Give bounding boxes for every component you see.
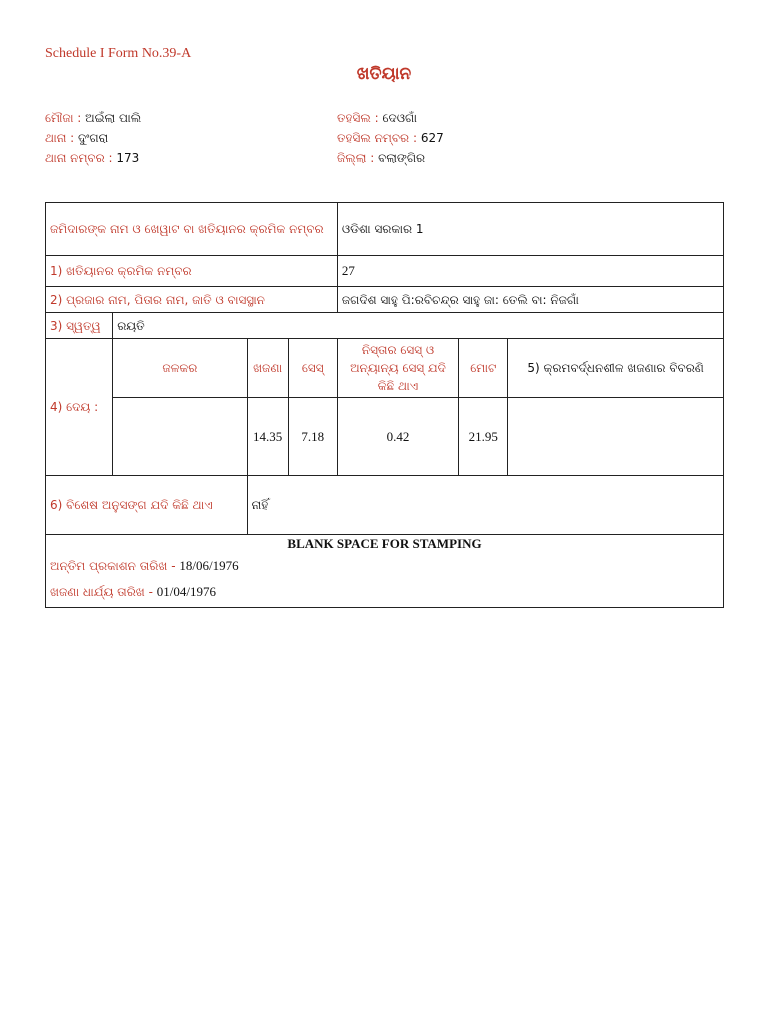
val-cess: 7.18 [288, 398, 337, 476]
table-row [46, 476, 724, 535]
zamindar-value: ଓଡିଶା ସରକାର 1 [337, 203, 723, 256]
owner-label: 2) ପ୍ରଜାର ନାମ, ପିତାର ନାମ, ଜାତି ଓ ବାସସ୍ଥାନ [46, 287, 338, 313]
district-value: ବଲାଙ୍ଗିର [378, 151, 426, 165]
col-progressive-rent: 5) କ୍ରମବର୍ଦ୍ଧନଶୀଳ ଖଜଣାର ବିବରଣି [508, 339, 724, 398]
stamping-title: BLANK SPACE FOR STAMPING [287, 536, 482, 551]
table-row [46, 256, 724, 287]
special-label [46, 476, 248, 535]
val-khajana: 14.35 [247, 398, 288, 476]
document-title: ଖତିୟାନ [356, 64, 412, 84]
special-value: ନାହିଁ [247, 476, 723, 535]
col-khajana: ଖଜଣା [247, 339, 288, 398]
form-number: Schedule I Form No.39-A [45, 46, 192, 61]
thana-label: ଥାନା : [45, 131, 79, 145]
tahasil-row [337, 108, 444, 128]
col-total: ମୋଟ [459, 339, 508, 398]
thana-number-row [45, 148, 141, 168]
location-info-left [45, 108, 141, 168]
val-jalkar [113, 398, 247, 476]
final-publication-date: 18/06/1976 [179, 558, 239, 573]
stamping-area [46, 535, 724, 608]
district-row [337, 148, 444, 168]
val-total: 21.95 [459, 398, 508, 476]
thana-number-label: ଥାନା ନମ୍ବର : [45, 151, 117, 165]
owner-value: ଜଗଦିଶ ସାହୁ ପି:ରବିଚନ୍ଦ୍ର ସାହୁ ଜା: ତେଲି ବା: ନିଜଗାଁ [337, 287, 723, 313]
tax-assessment-row [50, 583, 719, 601]
right-value: ରୟତି [113, 313, 724, 339]
tax-assessment-label: ଖଜଣା ଧାର୍ଯ୍ୟ ତାରିଖ - [50, 585, 157, 599]
table-row [46, 339, 724, 398]
zamindar-label: ଜମିଦାରଙ୍କ ନାମ ଓ ଖେୱାଟ ବା ଖତିୟାନର କ୍ରମିକ ନମ୍ବର [46, 203, 338, 256]
final-publication-label: ଅନ୍ତିମ ପ୍ରକାଶନ ତାରିଖ - [50, 559, 180, 573]
khatiyan-serial-value: 27 [337, 256, 723, 287]
tahasil-label: ତହସିଲ : [337, 111, 383, 125]
table-row [46, 398, 724, 476]
tahasil-number-value: 627 [420, 131, 444, 145]
thana-row [45, 128, 141, 148]
thana-number-value: 173 [116, 151, 140, 165]
dues-label: 4) ଦେୟ : [46, 339, 113, 476]
col-jalkar: ଜଳକର [113, 339, 247, 398]
district-label: ଜିଲ୍ଲା : [337, 151, 379, 165]
tahasil-number-label: ତହସିଲ ନମ୍ବର : [337, 131, 421, 145]
table-row [46, 535, 724, 608]
table-row [46, 313, 724, 339]
val-nistar-cess: 0.42 [337, 398, 458, 476]
mouza-label: ମୌଜା : [45, 111, 86, 125]
table-row [46, 203, 724, 256]
table-row [46, 287, 724, 313]
location-info-right [337, 108, 444, 168]
khatiyan-table [45, 202, 724, 608]
val-progressive-rent [508, 398, 724, 476]
right-label: 3) ସ୍ୱତ୍ୱ [46, 313, 113, 339]
tax-assessment-date: 01/04/1976 [156, 584, 216, 599]
final-publication-row [50, 557, 719, 575]
tahasil-value: ଦେଓଗାଁ [382, 111, 417, 125]
mouza-value: ଅଇଁଲା ପାଲି [85, 111, 142, 125]
khatiyan-serial-label: 1) ଖତିୟାନର କ୍ରମିକ ନମ୍ବର [46, 256, 338, 287]
special-label-text: 6) ବିଶେଷ ଅନୁସଙ୍ଗ ଯଦି କିଛି ଥାଏ [50, 498, 213, 512]
thana-value: ଦୁଂଗରା [78, 131, 109, 145]
tahasil-number-row [337, 128, 444, 148]
mouza-row [45, 108, 141, 128]
col-cess: ସେସ୍ [288, 339, 337, 398]
col-nistar-cess: ନିସ୍ତାର ସେସ୍ ଓ ଅନ୍ୟାନ୍ୟ ସେସ୍ ଯଦି କିଛି ଥାଏ [337, 339, 458, 398]
